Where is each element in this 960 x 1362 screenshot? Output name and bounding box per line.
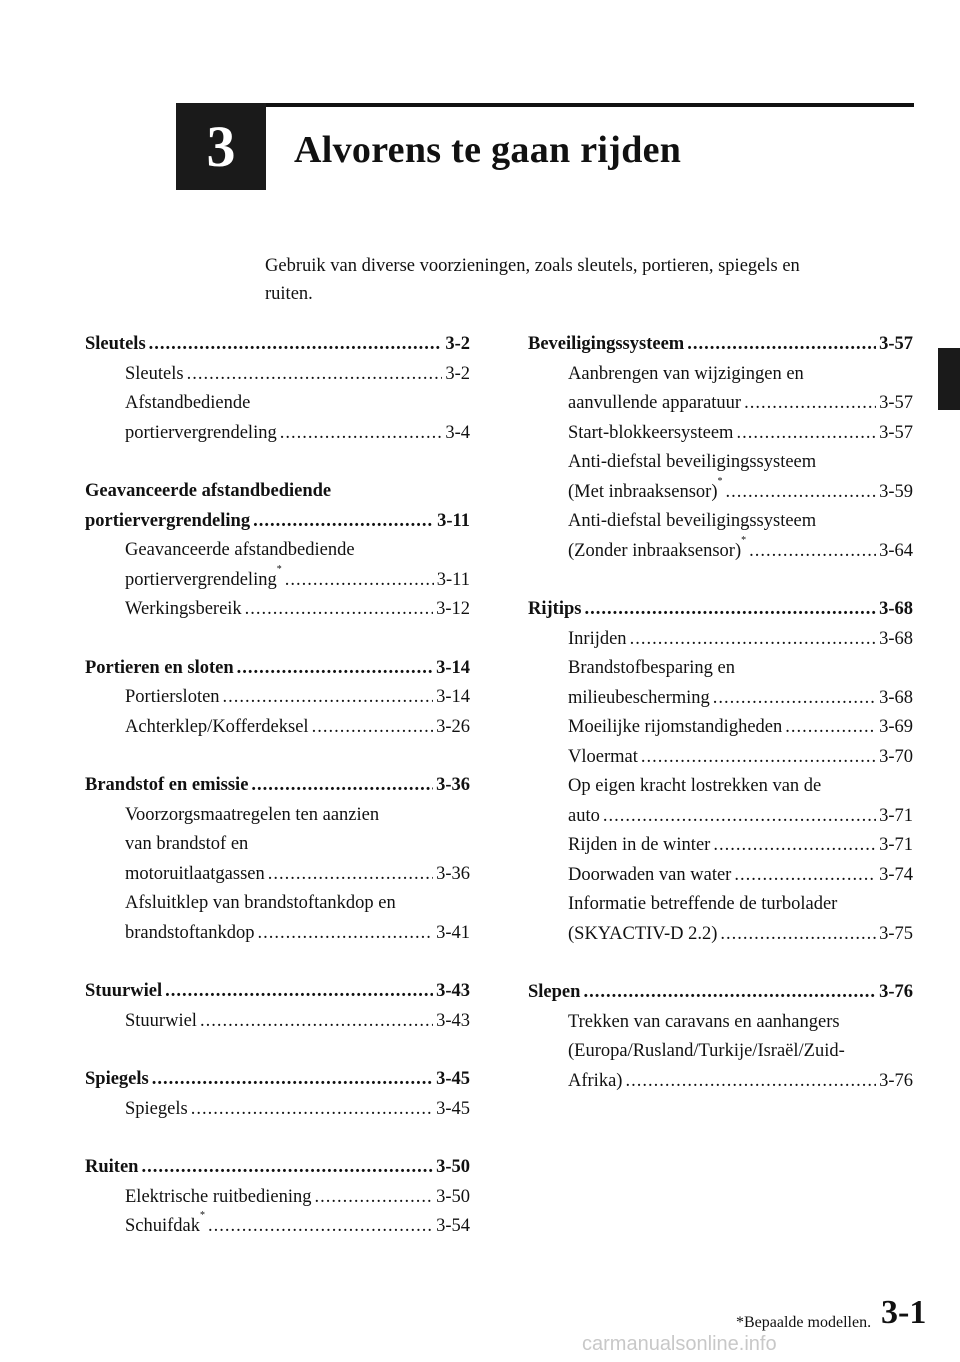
dot-leader <box>149 330 443 360</box>
dot-leader <box>583 978 876 1008</box>
toc-entry-line: Anti-diefstal beveiligingssysteem <box>568 452 817 472</box>
dot-leader <box>251 771 433 801</box>
footnote: *Bepaalde modellen. <box>736 1314 872 1331</box>
dot-leader <box>312 713 434 743</box>
dot-leader <box>208 1212 433 1242</box>
dot-leader <box>687 330 876 360</box>
page-number: 3-1 <box>881 1294 927 1331</box>
toc-entry[interactable]: Start-blokkeersysteem ..... 3-57 <box>528 419 913 449</box>
toc-section-brandstof <box>85 771 470 948</box>
toc-entry[interactable]: Stuurwiel ..... 3-43 <box>85 1007 470 1037</box>
dot-leader <box>713 684 876 714</box>
toc-entry[interactable]: Schuifdak* ..... 3-54 <box>85 1212 470 1242</box>
dot-leader <box>603 802 876 832</box>
dot-leader <box>285 566 434 596</box>
header-rule <box>176 103 914 107</box>
toc-entry[interactable]: aanvullende apparatuur ..... 3-57 <box>528 389 913 419</box>
dot-leader <box>734 861 876 891</box>
dot-leader <box>237 654 433 684</box>
toc-heading[interactable]: Spiegels ..... 3-45 <box>85 1065 470 1095</box>
dot-leader <box>713 831 876 861</box>
toc-entry[interactable]: Rijden in de winter ..... 3-71 <box>528 831 913 861</box>
toc-heading[interactable]: Portieren en sloten ..... 3-14 <box>85 654 470 684</box>
toc-heading[interactable]: Stuurwiel ..... 3-43 <box>85 977 470 1007</box>
toc-entry-line: van brandstof en <box>125 834 249 854</box>
toc-heading[interactable]: Brandstof en emissie ..... 3-36 <box>85 771 470 801</box>
intro-line-2: ruiten. <box>265 284 313 304</box>
toc-entry-line: Op eigen kracht lostrekken van de <box>568 776 822 796</box>
toc-section-beveiliging <box>528 330 913 566</box>
toc-entry-line: Afstandbediende <box>125 393 251 413</box>
toc-entry-line: Informatie betreffende de turbolader <box>568 894 838 914</box>
toc-heading-line: Geavanceerde afstandbediende <box>85 481 332 501</box>
toc-entry-line: Voorzorgsmaatregelen ten aanzien <box>125 804 380 825</box>
toc-right-column <box>528 330 913 1125</box>
toc-entry[interactable]: Werkingsbereik ..... 3-12 <box>85 595 470 625</box>
dot-leader <box>625 1067 876 1097</box>
toc-entry[interactable]: portiervergrendeling ..... 3-4 <box>85 419 470 449</box>
toc-section-portieren <box>85 654 470 743</box>
toc-section-geavanceerde <box>85 477 470 625</box>
toc-entry[interactable]: Vloermat ..... 3-70 <box>528 743 913 773</box>
dot-leader <box>152 1065 433 1095</box>
chapter-number-box <box>176 103 266 190</box>
toc-section-spiegels <box>85 1065 470 1124</box>
intro-line-1: Gebruik van diverse voorzieningen, zoals sleutels, portieren, spiegels en <box>265 256 800 276</box>
dot-leader <box>187 360 443 390</box>
toc-entry[interactable]: Achterklep/Kofferdeksel ..... 3-26 <box>85 713 470 743</box>
toc-section-rijtips <box>528 595 913 949</box>
dot-leader <box>314 1183 433 1213</box>
toc-section-stuurwiel <box>85 977 470 1036</box>
dot-leader <box>630 625 877 655</box>
toc-entry-line: Trekken van caravans en aanhangers <box>568 1011 840 1032</box>
dot-leader <box>257 919 433 949</box>
toc-entry[interactable]: (Zonder inbraaksensor)* ..... 3-64 <box>528 537 913 567</box>
dot-leader <box>720 920 876 950</box>
toc-entry[interactable]: Doorwaden van water ..... 3-74 <box>528 861 913 891</box>
toc-section-slepen <box>528 978 913 1096</box>
toc-entry[interactable]: motoruitlaatgassen ..... 3-36 <box>85 860 470 890</box>
toc-section-ruiten <box>85 1153 470 1242</box>
toc-entry-line: Brandstofbesparing en <box>568 658 735 678</box>
toc-entry[interactable]: brandstoftankdop ..... 3-41 <box>85 919 470 949</box>
dot-leader <box>584 595 876 625</box>
dot-leader <box>245 595 433 625</box>
dot-leader <box>200 1007 433 1037</box>
toc-entry[interactable]: (SKYACTIV-D 2.2) ..... 3-75 <box>528 920 913 950</box>
chapter-intro <box>265 252 915 308</box>
dot-leader <box>268 860 433 890</box>
toc-entry[interactable]: (Met inbraaksensor)* ..... 3-59 <box>528 478 913 508</box>
dot-leader <box>749 537 876 567</box>
toc-entry-line: Aanbrengen van wijzigingen en <box>568 363 804 384</box>
toc-heading[interactable]: Sleutels ..... 3-2 <box>85 330 470 360</box>
toc-entry[interactable]: milieubescherming ..... 3-68 <box>528 684 913 714</box>
toc-entry[interactable]: Portiersloten ..... 3-14 <box>85 683 470 713</box>
toc-entry-line: Anti-diefstal beveiligingssysteem <box>568 511 817 531</box>
dot-leader <box>191 1095 433 1125</box>
toc-entry[interactable]: auto ..... 3-71 <box>528 802 913 832</box>
dot-leader <box>744 389 876 419</box>
toc-heading[interactable]: Slepen ..... 3-76 <box>528 978 913 1008</box>
toc-heading[interactable]: Beveiligingssysteem ..... 3-57 <box>528 330 913 360</box>
dot-leader <box>253 507 434 537</box>
dot-leader <box>165 977 433 1007</box>
toc-entry[interactable]: Spiegels ..... 3-45 <box>85 1095 470 1125</box>
toc-entry[interactable]: Afrika) ..... 3-76 <box>528 1067 913 1097</box>
toc-heading[interactable]: portiervergrendeling ..... 3-11 <box>85 507 470 537</box>
chapter-number: 3 <box>206 114 236 179</box>
chapter-title: Alvorens te gaan rijden <box>294 129 682 171</box>
dot-leader <box>280 419 443 449</box>
dot-leader <box>141 1153 433 1183</box>
dot-leader <box>223 683 434 713</box>
toc-entry-line: (Europa/Rusland/Turkije/Israël/Zuid- <box>568 1041 845 1061</box>
dot-leader <box>736 419 876 449</box>
toc-entry[interactable]: Inrijden ..... 3-68 <box>528 625 913 655</box>
dot-leader <box>726 478 877 508</box>
toc-heading[interactable]: Rijtips ..... 3-68 <box>528 595 913 625</box>
toc-entry-line: Geavanceerde afstandbediende <box>125 540 355 560</box>
toc-entry[interactable]: Sleutels ..... 3-2 <box>85 360 470 390</box>
toc-entry[interactable]: Elektrische ruitbediening ..... 3-50 <box>85 1183 470 1213</box>
chapter-side-tab <box>938 348 960 410</box>
toc-entry[interactable]: portiervergrendeling* ..... 3-11 <box>85 566 470 596</box>
toc-entry[interactable]: Moeilijke rijomstandigheden ..... 3-69 <box>528 713 913 743</box>
dot-leader <box>641 743 876 773</box>
toc-entry-line: Afsluitklep van brandstoftankdop en <box>125 893 396 913</box>
toc-heading[interactable]: Ruiten ..... 3-50 <box>85 1153 470 1183</box>
toc-section-sleutels <box>85 330 470 448</box>
toc-left-column <box>85 330 470 1271</box>
dot-leader <box>785 713 876 743</box>
watermark: carmanualsonline.info <box>582 1333 777 1355</box>
